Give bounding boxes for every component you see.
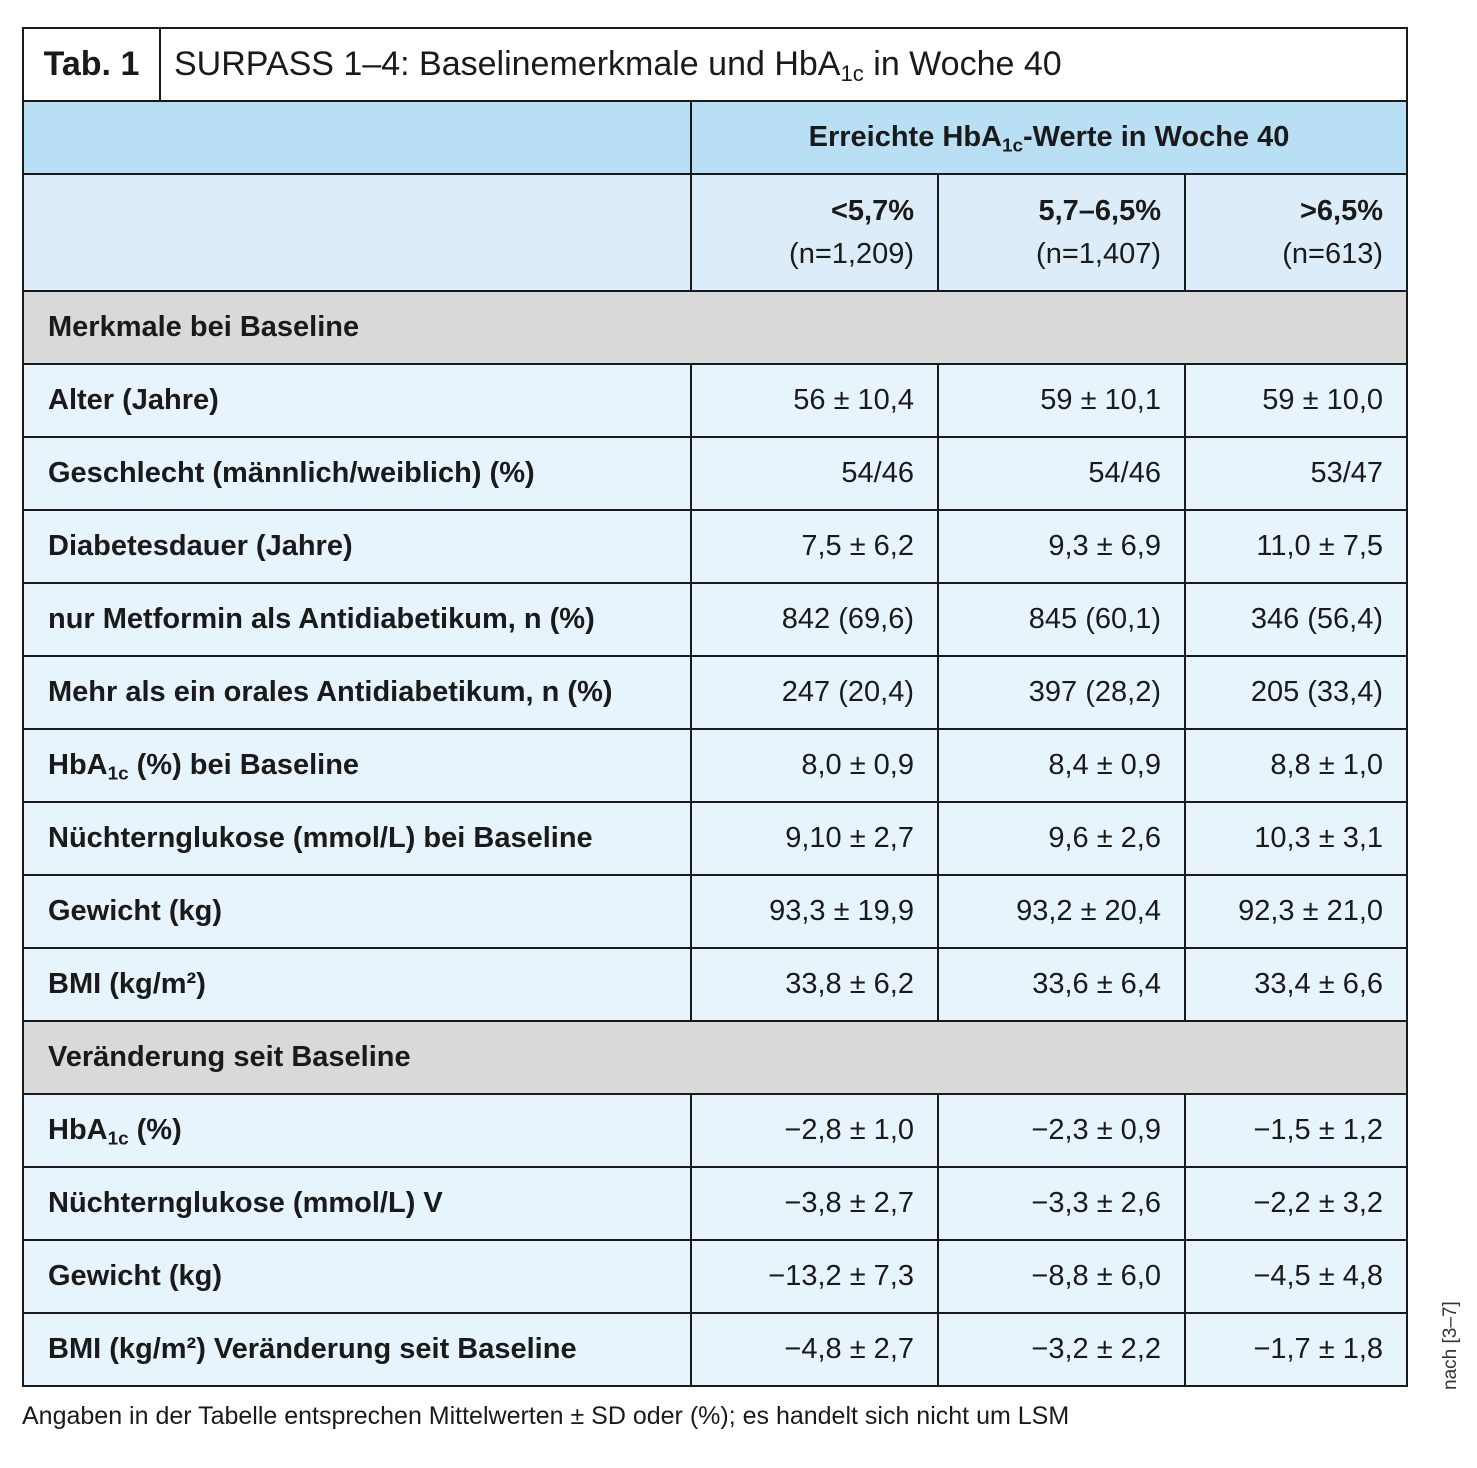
row-value: −4,8 ± 2,7	[691, 1313, 938, 1386]
row-value: 59 ± 10,1	[938, 364, 1185, 437]
row-value: −2,3 ± 0,9	[938, 1094, 1185, 1167]
row-label: Geschlecht (männlich/weiblich) (%)	[23, 437, 691, 510]
row-value: 8,8 ± 1,0	[1185, 729, 1407, 802]
row-label-subscript: 1c	[107, 762, 129, 784]
row-value: 53/47	[1185, 437, 1407, 510]
table-row	[23, 510, 1407, 583]
row-value: 54/46	[938, 437, 1185, 510]
table-title: SURPASS 1–4: Baselinemerkmale und HbA$_{1c}$ in Woche 40	[160, 28, 1407, 101]
source-note: nach [3–7]	[1440, 1301, 1461, 1390]
row-value: 346 (56,4)	[1185, 583, 1407, 656]
row-value: 11,0 ± 7,5	[1185, 510, 1407, 583]
section-header-row	[23, 1021, 1407, 1094]
row-label-text: (%) bei Baseline	[128, 749, 360, 781]
row-value: 33,8 ± 6,2	[691, 948, 938, 1021]
row-value: 93,2 ± 20,4	[938, 875, 1185, 948]
table-row	[23, 1240, 1407, 1313]
row-label-text: HbA	[48, 1114, 108, 1146]
row-label	[23, 1094, 691, 1167]
group-header-empty	[23, 101, 691, 174]
row-label: BMI (kg/m²) Veränderung seit Baseline	[23, 1313, 691, 1386]
row-value: −3,3 ± 2,6	[938, 1167, 1185, 1240]
row-label-subscript: 1c	[107, 1127, 129, 1149]
group-header-row	[23, 101, 1407, 174]
row-value: 247 (20,4)	[691, 656, 938, 729]
row-value: 93,3 ± 19,9	[691, 875, 938, 948]
row-value: 9,10 ± 2,7	[691, 802, 938, 875]
table-row	[23, 583, 1407, 656]
row-label: Diabetesdauer (Jahre)	[23, 510, 691, 583]
row-value: 92,3 ± 21,0	[1185, 875, 1407, 948]
row-label: Alter (Jahre)	[23, 364, 691, 437]
table-label: Tab. 1	[23, 28, 160, 101]
table-row	[23, 1313, 1407, 1386]
row-label-text: HbA	[48, 749, 108, 781]
row-value: 8,0 ± 0,9	[691, 729, 938, 802]
row-label: BMI (kg/m²)	[23, 948, 691, 1021]
row-value: −1,5 ± 1,2	[1185, 1094, 1407, 1167]
row-value: −3,2 ± 2,2	[938, 1313, 1185, 1386]
row-label: Nüchternglukose (mmol/L) V	[23, 1167, 691, 1240]
row-label: nur Metformin als Antidiabetikum, n (%)	[23, 583, 691, 656]
column-header: 5,7–6,5% (n=1,407)	[938, 174, 1185, 291]
section-header-row	[23, 291, 1407, 364]
row-value: 397 (28,2)	[938, 656, 1185, 729]
row-label-text: (%)	[128, 1114, 182, 1146]
column-header-row	[23, 174, 1407, 291]
group-header: Erreichte HbA$_{1c}$-Werte in Woche 40	[691, 101, 1407, 174]
row-value: 56 ± 10,4	[691, 364, 938, 437]
row-value: −3,8 ± 2,7	[691, 1167, 938, 1240]
table-row	[23, 1094, 1407, 1167]
table-row	[23, 875, 1407, 948]
row-label: Nüchternglukose (mmol/L) bei Baseline	[23, 802, 691, 875]
row-value: −8,8 ± 6,0	[938, 1240, 1185, 1313]
baseline-table	[22, 27, 1408, 1387]
table-row	[23, 729, 1407, 802]
row-label: Gewicht (kg)	[23, 1240, 691, 1313]
row-value: 845 (60,1)	[938, 583, 1185, 656]
row-value: 7,5 ± 6,2	[691, 510, 938, 583]
row-value: 59 ± 10,0	[1185, 364, 1407, 437]
column-header-empty	[23, 174, 691, 291]
table-row	[23, 656, 1407, 729]
table-row	[23, 437, 1407, 510]
table-row	[23, 802, 1407, 875]
table-title-row	[23, 28, 1407, 101]
row-value: 10,3 ± 3,1	[1185, 802, 1407, 875]
row-value: 8,4 ± 0,9	[938, 729, 1185, 802]
row-value: −2,2 ± 3,2	[1185, 1167, 1407, 1240]
column-header: >6,5% (n=613)	[1185, 174, 1407, 291]
row-value: 54/46	[691, 437, 938, 510]
row-value: −13,2 ± 7,3	[691, 1240, 938, 1313]
table-row	[23, 948, 1407, 1021]
row-label	[23, 729, 691, 802]
row-value: 33,6 ± 6,4	[938, 948, 1185, 1021]
table-row	[23, 1167, 1407, 1240]
row-value: 9,6 ± 2,6	[938, 802, 1185, 875]
footnote: Angaben in der Tabelle entsprechen Mittelwerten ± SD oder (%); es handelt sich nicht um LSM	[22, 1402, 1070, 1430]
column-header: <5,7% (n=1,209)	[691, 174, 938, 291]
row-value: −4,5 ± 4,8	[1185, 1240, 1407, 1313]
row-value: 33,4 ± 6,6	[1185, 948, 1407, 1021]
row-value: −1,7 ± 1,8	[1185, 1313, 1407, 1386]
table-row	[23, 364, 1407, 437]
row-value: −2,8 ± 1,0	[691, 1094, 938, 1167]
row-label: Gewicht (kg)	[23, 875, 691, 948]
row-value: 842 (69,6)	[691, 583, 938, 656]
row-value: 9,3 ± 6,9	[938, 510, 1185, 583]
baseline-table-container	[22, 27, 1406, 1387]
row-label: Mehr als ein orales Antidiabetikum, n (%)	[23, 656, 691, 729]
section-title: Veränderung seit Baseline	[23, 1021, 1407, 1094]
row-value: 205 (33,4)	[1185, 656, 1407, 729]
section-title: Merkmale bei Baseline	[23, 291, 1407, 364]
